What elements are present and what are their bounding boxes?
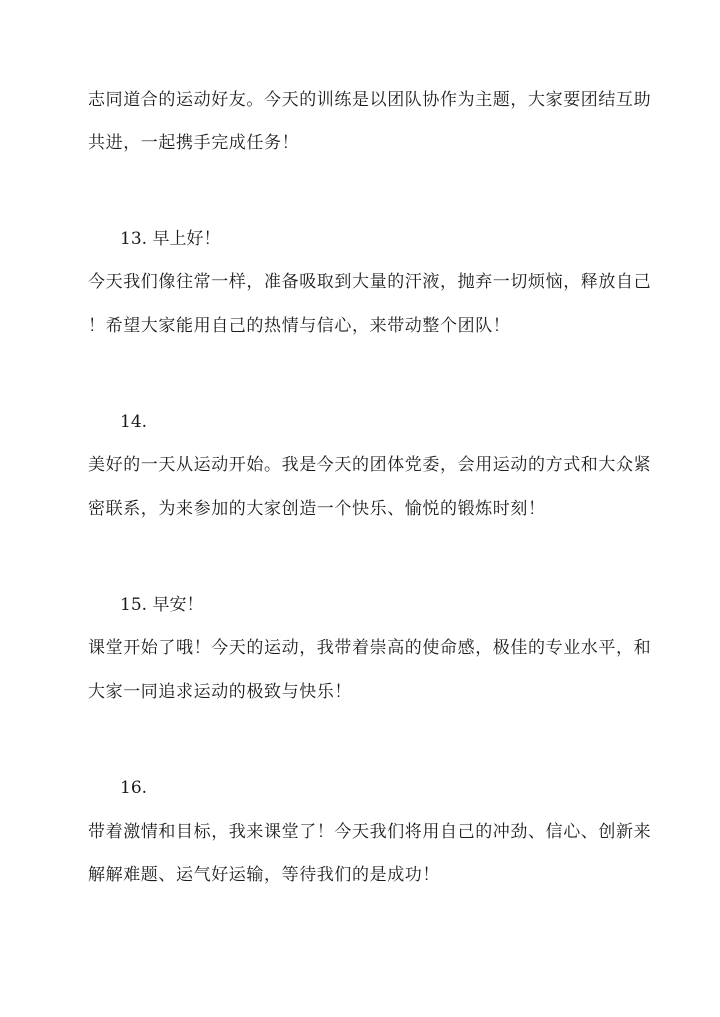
item-heading-15: 15. 早安！ [120, 595, 204, 615]
paragraph-line: ！希望大家能用自己的热情与信心，来带动整个团队！ [88, 316, 511, 336]
item-heading-16: 16. [120, 778, 148, 798]
paragraph-line: 密联系，为来参加的大家创造一个快乐、愉悦的锻炼时刻！ [88, 499, 546, 519]
paragraph-line: 解解难题、运气好运输，等待我们的是成功！ [88, 865, 440, 885]
item-heading-14: 14. [120, 412, 148, 432]
paragraph-line: 带着激情和目标，我来课堂了！今天我们将用自己的冲劲、信心、创新来 [88, 822, 652, 842]
paragraph-line: 大家一同追求运动的极致与快乐！ [88, 682, 352, 702]
paragraph-line: 课堂开始了哦！今天的运动，我带着崇高的使命感，极佳的专业水平，和 [88, 638, 652, 658]
item-heading-13: 13. 早上好！ [120, 229, 221, 249]
paragraph-line: 志同道合的运动好友。今天的训练是以团队协作为主题，大家要团结互助 [88, 90, 652, 110]
paragraph-line: 今天我们像往常一样，准备吸取到大量的汗液，抛弃一切烦恼，释放自己 [88, 272, 652, 292]
paragraph-line: 美好的一天从运动开始。我是今天的团体党委，会用运动的方式和大众紧 [88, 455, 652, 475]
paragraph-line: 共进，一起携手完成任务！ [88, 133, 300, 153]
